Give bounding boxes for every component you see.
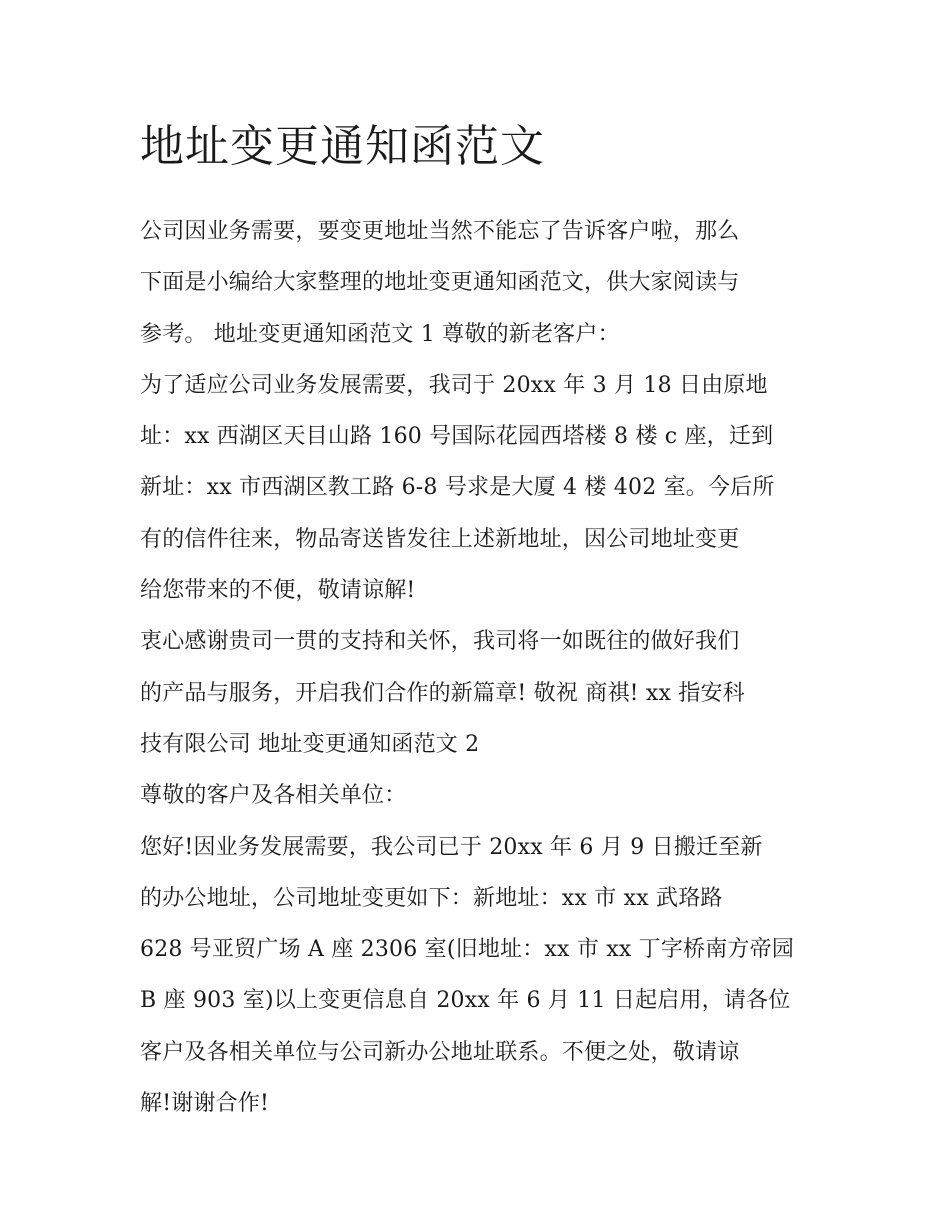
text-line: 的办公地址，公司地址变更如下：新地址：xx 市 xx 武珞路	[140, 885, 723, 911]
text-line: 628 号亚贸广场 A 座 2306 室(旧地址：xx 市 xx 丁字桥南方帝园	[140, 937, 795, 963]
text-line: 技有限公司 地址变更通知函范文 2	[140, 731, 480, 757]
text-line: 衷心感谢贵司一贯的支持和关怀，我司将一如既往的做好我们	[140, 629, 740, 655]
text-line: 新址：xx 市西湖区教工路 6-8 号求是大厦 4 楼 402 室。今后所	[140, 475, 775, 501]
text-line: 尊敬的客户及各相关单位：	[140, 783, 407, 809]
text-line: 您好!因业务发展需要，我公司已于 20xx 年 6 月 9 日搬迁至新	[140, 834, 763, 860]
text-line: 为了适应公司业务发展需要，我司于 20xx 年 3 月 18 日由原地	[140, 372, 768, 398]
text-line: 解!谢谢合作!	[140, 1091, 270, 1117]
document-page	[140, 118, 820, 1129]
text-line: 的产品与服务，开启我们合作的新篇章! 敬祝 商祺! xx 指安科	[140, 680, 745, 706]
text-line: 有的信件往来，物品寄送皆发往上述新地址，因公司地址变更	[140, 526, 740, 552]
document-body	[140, 206, 820, 1129]
text-line: 下面是小编给大家整理的地址变更通知函范文，供大家阅读与	[140, 270, 740, 296]
text-line: 客户及各相关单位与公司新办公地址联系。不便之处，敬请谅	[140, 1039, 740, 1065]
text-line: B 座 903 室)以上变更信息自 20xx 年 6 月 11 日起启用，请各位	[140, 988, 791, 1014]
text-line: 给您带来的不便，敬请谅解!	[140, 578, 416, 604]
document-title: 地址变更通知函范文	[140, 121, 545, 172]
text-line: 址：xx 西湖区天目山路 160 号国际花园西塔楼 8 楼 c 座，迁到	[140, 424, 774, 450]
text-line: 参考。 地址变更通知函范文 1 尊敬的新老客户：	[140, 321, 620, 347]
text-line: 公司因业务需要，要变更地址当然不能忘了告诉客户啦，那么	[140, 219, 740, 244]
